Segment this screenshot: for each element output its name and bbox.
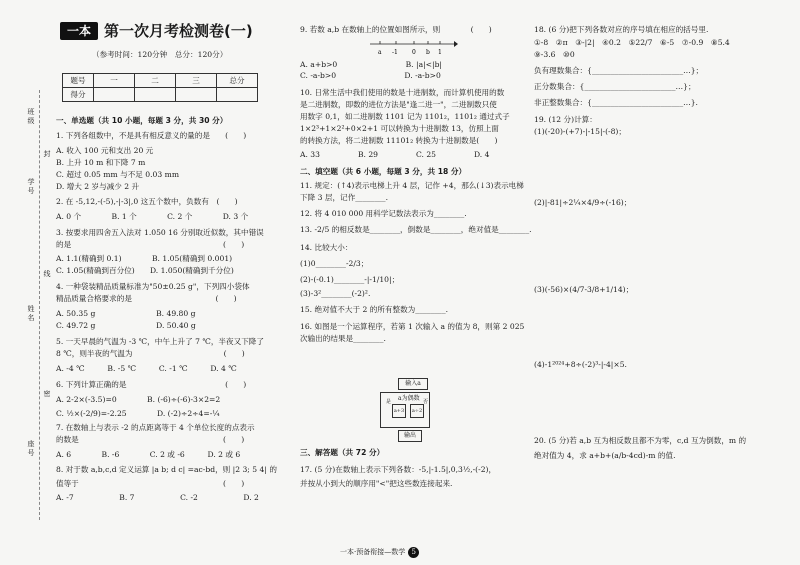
flow-cond: a为偶数 xyxy=(398,395,420,402)
col1-line: 4. 一种袋装精品质量标准为"50±0.25 g"，下列四小袋体 xyxy=(56,282,250,291)
col1-line: C. ½×(-2/9)=-2.25 D. (-2)÷2÷4=-¼ xyxy=(56,409,220,418)
col3-line: ①-8 ②π ③-|2| ④0.2 ⑤22/7 ⑥-5 ⑦-0.9 ⑧5.4 xyxy=(534,38,730,47)
numline-label: 1 xyxy=(438,49,442,56)
col3-line: 19. (12 分)计算： xyxy=(534,115,597,124)
col3-line: 非正整数集合：{________________________…}. xyxy=(534,98,698,107)
col2-line: (2)-(-0.1)________-|-1/10|； xyxy=(300,275,400,284)
col1-line: 1. 下列各组数中，不是具有相反意义的量的是 ( ) xyxy=(56,131,247,140)
col2-line: 17. (5 分)在数轴上表示下列各数：-5,|-1.5|,0,3½,-(-2)， xyxy=(300,465,497,474)
score-header: 题号 xyxy=(63,74,94,88)
score-cell[interactable] xyxy=(135,88,176,102)
col2-line: 是二进制数，即数的进位方法是"逢二进一"，二进制数只使 xyxy=(300,100,497,109)
col2-line: 下降 3 层，记作________. xyxy=(300,193,389,202)
margin-label-number: 学号 xyxy=(27,178,35,196)
col3-line: 正分数集合：{________________________…}； xyxy=(534,82,696,91)
col1-line: C. 超过 0.05 mm 与不足 0.03 mm xyxy=(56,170,180,179)
col2-line: 并按从小到大的顺序用"<"把这些数连接起来. xyxy=(300,479,453,488)
col1-line: 2. 在 -5,12,-(-5),-|-3|,0 这五个数中，负数有 ( ) xyxy=(56,197,238,206)
col2-line: A. a+b>0 B. |a|<|b| xyxy=(300,60,442,69)
col1-line: 值等于 ( ) xyxy=(56,479,245,488)
margin-cut-hint: 封 xyxy=(43,150,51,159)
flow-output: 输出 xyxy=(398,430,422,442)
col1-line: 8. 对于数 a,b,c,d 定义运算 |a b; d c| =ac-bd，则 |2 3; 5 4| 的 xyxy=(56,465,277,474)
margin-label-seat: 座号 xyxy=(27,440,35,458)
col2-line: (3)-3²________(-2)². xyxy=(300,289,371,298)
margin-label-class: 班级 xyxy=(27,108,35,126)
flow-step: a+3 xyxy=(392,404,406,418)
col1-line: D. 增大 2 岁与减少 2 升 xyxy=(56,182,140,191)
col1-line: 5. 一天早晨的气温为 -3 ℃，中午上升了 7 ℃，半夜又下降了 xyxy=(56,337,264,346)
col1-line: 精品质量合格要求的是 ( ) xyxy=(56,294,237,303)
col2-line: 10. 日常生活中我们使用的数是十进制数，而计算机使用的数 xyxy=(300,88,505,97)
numline-label: -1 xyxy=(392,49,398,56)
col3-line: (4)-1²⁰²⁴+8÷(-2)³-|-4|×5. xyxy=(534,360,627,369)
footer xyxy=(340,547,419,558)
col2-line: 1×2³+1×2²+0×2+1 可以转换为十进制数 13，仿照上面 xyxy=(300,124,499,133)
col1-line: A. 1.1(精确到 0.1) B. 1.05(精确到 0.001) xyxy=(56,254,233,263)
col2-line: 13. -2/5 的相反数是________，倒数是________，绝对值是________. xyxy=(300,225,532,234)
col3-line: 18. (6 分)把下列各数对应的序号填在相应的括号里. xyxy=(534,25,709,34)
score-header: 一 xyxy=(94,74,135,88)
numline-label: a xyxy=(378,49,382,56)
col1-line: 的数是 ( ) xyxy=(56,435,245,444)
binding-dashed-line xyxy=(39,90,40,520)
col1-line: C. 1.05(精确到百分位) D. 1.050(精确到千分位) xyxy=(56,266,234,275)
margin-cut-hint: 线 xyxy=(43,270,51,279)
col2-line: (1)0________-2/3； xyxy=(300,259,369,268)
col1-line: A. 6 B. -6 C. 2 或 -6 D. 2 或 6 xyxy=(56,450,241,459)
number-line-figure xyxy=(368,36,458,58)
col1-line: A. 50.35 g B. 49.80 g xyxy=(56,309,196,318)
score-row-label: 得分 xyxy=(63,88,94,102)
col2-line: 11. 规定：(↑4)表示电梯上升 4 层，记作 +4，那么(↓3)表示电梯 xyxy=(300,181,524,190)
col1-line: 3. 按要求用四舍五入法对 1.050 16 分别取近似数，其中错误 xyxy=(56,228,264,237)
page-number: 5 xyxy=(408,547,419,558)
col1-line: A. 收入 100 元和支出 20 元 xyxy=(56,146,154,155)
col1-line: A. -4 ℃ B. -5 ℃ C. -1 ℃ D. 4 ℃ xyxy=(56,364,237,373)
score-header: 三 xyxy=(176,74,217,88)
col2-line: 16. 如图是一个运算程序，若第 1 次输入 a 的值为 8，则第 2 025 xyxy=(300,322,525,331)
col1-line: A. -7 B. 7 C. -2 D. 2 xyxy=(56,493,259,502)
flow-yes: 是 xyxy=(386,399,392,405)
brand-logo: 一本 xyxy=(60,22,98,40)
numline-label: b xyxy=(426,49,430,56)
col2-line: 15. 绝对值不大于 2 的所有整数为________. xyxy=(300,305,449,314)
score-cell[interactable] xyxy=(176,88,217,102)
col2-line: 三、解答题（共 72 分） xyxy=(300,448,385,457)
col2-line: 用数字 0,1，如二进制数 1101 记为 1101₂，1101₂ 通过式子 xyxy=(300,112,510,121)
col3-line: (2)|-81|÷2¼×4/9÷(-16)； xyxy=(534,198,632,207)
exam-subtitle: （参考时间：120分钟 总分：120分） xyxy=(92,50,228,59)
col2-line: C. -a-b>0 D. -a-b>0 xyxy=(300,71,441,80)
col1-line: 6. 下列计算正确的是 ( ) xyxy=(56,380,247,389)
margin-label-name: 姓名 xyxy=(27,305,35,323)
col2-line: 的转换方法，将二进制数 11101₂ 转换为十进制数是( ) xyxy=(300,136,498,145)
col3-line: 20. (5 分)若 a,b 互为相反数且都不为零，c,d 互为倒数，m 的 xyxy=(534,436,747,445)
col1-line: A. 0 个 B. 1 个 C. 2 个 D. 3 个 xyxy=(56,212,249,221)
col2-line: 次输出的结果是________. xyxy=(300,334,386,343)
col2-line: A. 33 B. 29 C. 25 D. 4 xyxy=(300,150,490,159)
col1-line: C. 49.72 g D. 50.40 g xyxy=(56,321,196,330)
col1-line: 的是 ( ) xyxy=(56,240,245,249)
col2-line: 14. 比较大小： xyxy=(300,243,353,252)
col1-line: 8 ℃，则半夜的气温为 ( ) xyxy=(56,349,245,358)
score-cell[interactable] xyxy=(94,88,135,102)
col3-line: 绝对值为 4，求 a+b+(a/b-4cd)-m 的值. xyxy=(534,451,676,460)
col2-line: 二、填空题（共 6 小题，每题 3 分，共 18 分） xyxy=(300,167,467,176)
flow-input: 输入a xyxy=(398,378,428,390)
score-header: 总分 xyxy=(217,74,258,88)
col1-line: 7. 在数轴上与表示 -2 的点距离等于 4 个单位长度的点表示 xyxy=(56,423,255,432)
footer-text: 一本·预备衔接—数学 xyxy=(340,548,406,556)
score-cell[interactable] xyxy=(217,88,258,102)
numline-label: 0 xyxy=(412,49,416,56)
score-header: 二 xyxy=(135,74,176,88)
col2-line: 12. 将 4 010 000 用科学记数法表示为________. xyxy=(300,209,467,218)
col1-line: B. 上升 10 m 和下降 7 m xyxy=(56,158,146,167)
exam-title: 第一次月考检测卷(一) xyxy=(104,22,253,40)
col1-line: 一、单选题（共 10 小题，每题 3 分，共 30 分） xyxy=(56,116,228,125)
score-table xyxy=(62,73,258,102)
col1-line: A. 2-2×(-3.5)=0 B. (-6)÷(-6)-3×2=2 xyxy=(56,395,221,404)
col3-line: (3)(-56)×(4/7-3/8+1/14)； xyxy=(534,285,634,294)
col2-line: 9. 若数 a,b 在数轴上的位置如图所示，则 ( ) xyxy=(300,25,492,34)
flow-step: a÷2 xyxy=(410,404,424,418)
flow-no: 否 xyxy=(423,399,429,405)
col3-line: (1)(-20)-(+7)-|-15|-(-8)； xyxy=(534,127,626,136)
margin-cut-hint: 密 xyxy=(43,390,51,399)
col3-line: ⑨-3.6 ⑩0 xyxy=(534,50,575,59)
col3-line: 负有理数集合：{________________________…}； xyxy=(534,66,704,75)
